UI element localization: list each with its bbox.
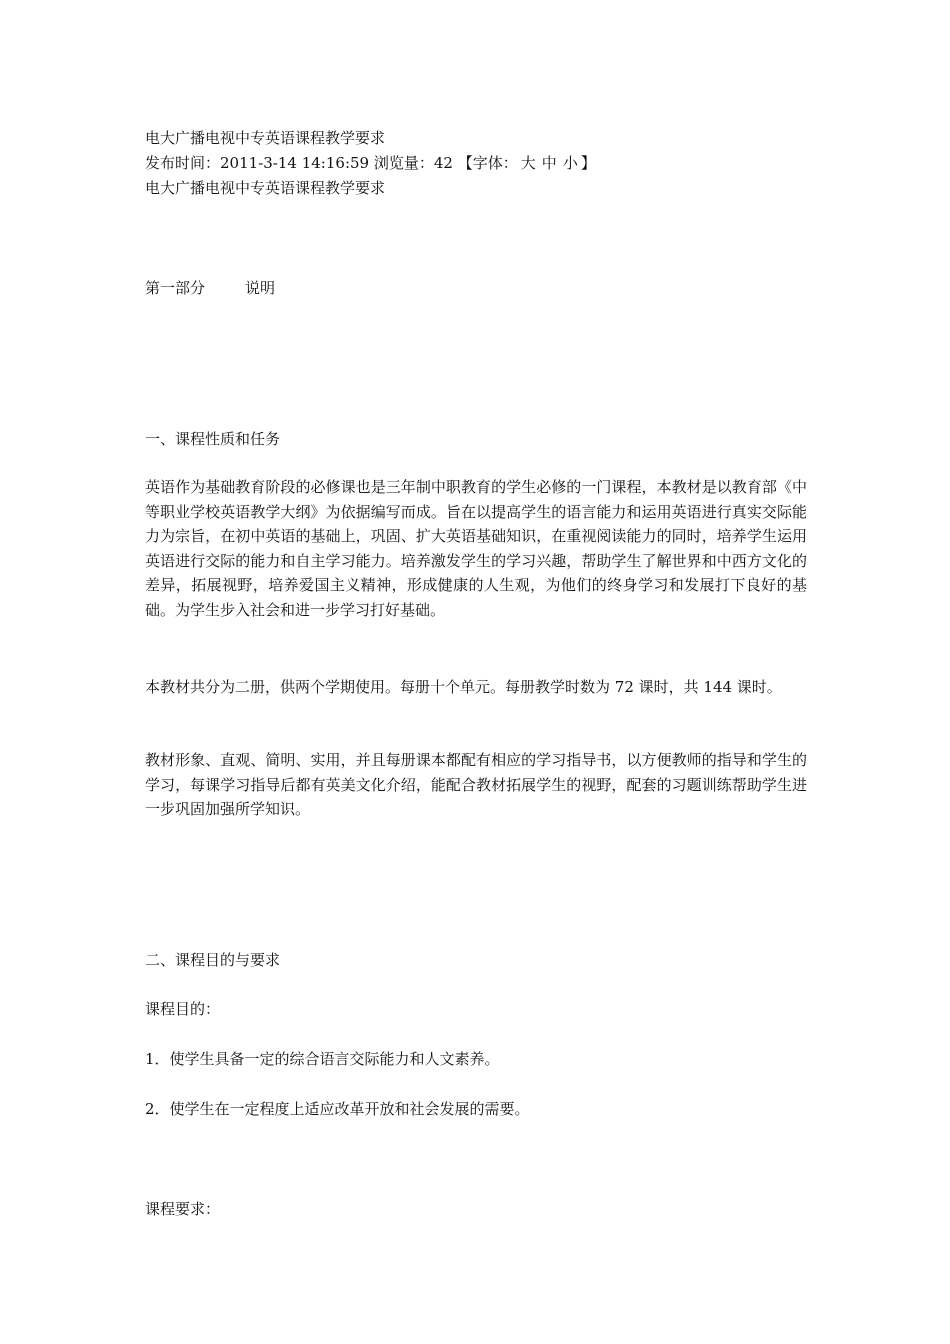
goal-item-2: 2．使学生在一定程度上适应改革开放和社会发展的需要。 [145, 1100, 530, 1118]
font-size-close: 】 [580, 154, 596, 172]
article-meta [145, 151, 596, 175]
views-label: 浏览量： [373, 154, 434, 172]
paragraph-course-nature: 英语作为基础教育阶段的必修课也是三年制中职教育的学生必修的一门课程，本教材是以教育部《中等职业学校英语教学大纲》为依据编写而成。旨在以提高学生的语言能力和运用英语进行真实交际能力为宗旨，在初中英语的基础上，巩固、扩大英语基础知识，在重视阅读能力的同时，培养学生运用英语进行交际的能力和自主学习能力。培养激发学生的学习兴趣，帮助学生了解世界和中西方文化的差异，拓展视野，培养爱国主义精神，形成健康的人生观，为他们的终身学习和发展打下良好的基础。为学生步入社会和进一步学习打好基础。 [145, 478, 807, 619]
font-size-large-link[interactable]: 大 [520, 154, 536, 172]
font-size-small-link[interactable]: 小 [562, 154, 578, 172]
section-heading-2: 二、课程目的与要求 [145, 951, 281, 969]
font-size-medium-link[interactable]: 中 [541, 154, 557, 172]
paragraph-textbook-volumes: 本教材共分为二册，供两个学期使用。每册十个单元。每册教学时数为 72 课时，共 144 课时。 [145, 678, 782, 696]
goal-item-1: 1．使学生具备一定的综合语言交际能力和人文素养。 [145, 1050, 500, 1068]
font-size-open: 【字体： [457, 154, 518, 172]
article-subtitle: 电大广播电视中专英语课程教学要求 [145, 179, 386, 197]
publish-time: 2011-3-14 14:16:59 [220, 154, 370, 172]
section-heading-1: 一、课程性质和任务 [145, 430, 281, 448]
goals-label: 课程目的： [145, 1000, 221, 1018]
paragraph-textbook-features: 教材形象、直观、简明、实用，并且每册课本都配有相应的学习指导书，以方便教师的指导和学生的学习，每课学习指导后都有英美文化介绍，能配合教材拓展学生的视野，配套的习题训练帮助学生进一步巩固加强所学知识。 [145, 751, 807, 818]
views-count: 42 [433, 154, 453, 172]
part-title: 说明 [245, 279, 276, 297]
publish-label: 发布时间： [145, 154, 221, 172]
part-label: 第一部分 [145, 279, 206, 297]
article-title: 电大广播电视中专英语课程教学要求 [145, 129, 386, 147]
requirements-label: 课程要求： [145, 1200, 221, 1218]
part-heading [145, 276, 275, 300]
